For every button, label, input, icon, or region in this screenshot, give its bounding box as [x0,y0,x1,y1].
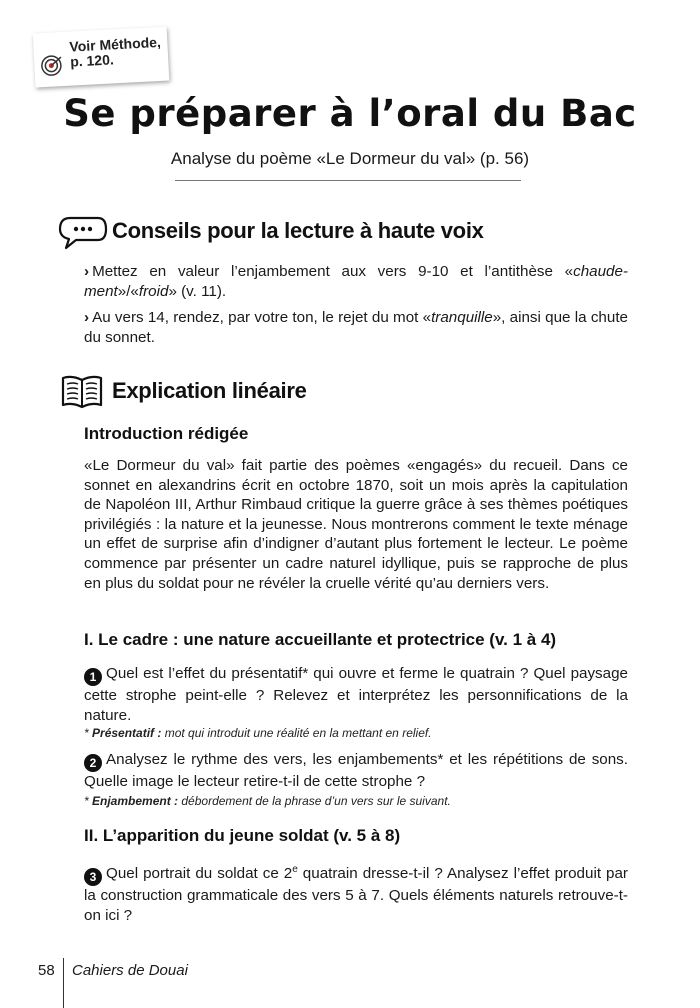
question-2: 2 Analysez le rythme des vers, les enjambements* et les répétitions de sons. Quelle image le lecteur retire-t-il de cette strophe ? [84,751,628,790]
section-title-linear-explanation: Explication linéaire [112,378,307,403]
page-subtitle: Analyse du poème «Le Dormeur du val» (p. 56) [170,149,530,168]
reading-tip-2: › Au vers 14, rendez, par votre ton, le rejet du mot «tranquille», ainsi que la chute du sonnet. [84,309,628,346]
question-1: 1 Quel est l’effet du présentatif* qui ouvre et ferme le quatrain ? Quel paysage cette strophe peint-elle ? Relevez et interprétez les personnifications de la nature. [84,665,628,724]
sticker-line1: Voir Méthode, [68,33,162,55]
reading-tip-1: › Mettez en valeur l’enjambement aux vers 9-10 et l’antithèse «chaude- ment»/«froid» (v. 11). [84,263,628,300]
page-title: Se préparer à l’oral du Bac [63,92,637,135]
speech-bubble-icon [58,215,108,251]
title-divider [175,180,521,181]
target-icon [40,54,63,77]
section-title-reading-tips: Conseils pour la lecture à haute voix [112,218,484,243]
intro-text: «Le Dormeur du val» fait partie des poèmes «engagés» du recueil. Dans ce sonnet en alexandrins écrit en octobre 1870, soit un mois après la capitulation de Napoléon III, Arthur Rimbaud critique la guerre grâce à ses thèmes poétiques privilégiés : la nature et la jeunesse. Nous montrerons comment le texte ménage un effet de surprise afin d’indigner d’autant plus fortement le lecteur. Le poème commence par présenter un cadre naturel idyllique, puis se rapproche de plus en plus du soldat pour ne révéler la cruelle vérité qu’au derniers vers. [84,457,628,592]
page-number: 58 [38,962,55,979]
sticker-text [69,35,166,70]
intro-heading: Introduction rédigée [84,424,249,443]
open-book-icon [60,374,104,410]
question-number-badge: 3 [84,868,102,886]
part1-heading: I. Le cadre : une nature accueillante et protectrice (v. 1 à 4) [84,630,557,649]
footnote-enjambement: * Enjambement : débordement de la phrase d’un vers sur le suivant. [84,794,451,808]
running-footer-title: Cahiers de Douai [72,962,188,979]
footnote-presentatif: * Présentatif : mot qui introduit une réalité en la mettant en relief. [84,726,432,740]
footer-divider [63,958,64,1008]
method-reference-sticker [33,27,170,88]
part2-heading: II. L’apparition du jeune soldat (v. 5 à 8) [84,826,401,845]
question-number-badge: 2 [84,754,102,772]
sticker-line2: p. 120. [69,51,115,70]
bullet-marker: › [84,309,90,326]
bullet-marker: › [84,263,90,280]
question-number-badge: 1 [84,668,102,686]
question-3: 3 Quel portrait du soldat ce 2e quatrain dresse-t-il ? Analysez l’effet produit par la construction grammaticale des vers 5 à 7. Quels éléments naturels retrouve-t-on ici ? [84,864,628,924]
